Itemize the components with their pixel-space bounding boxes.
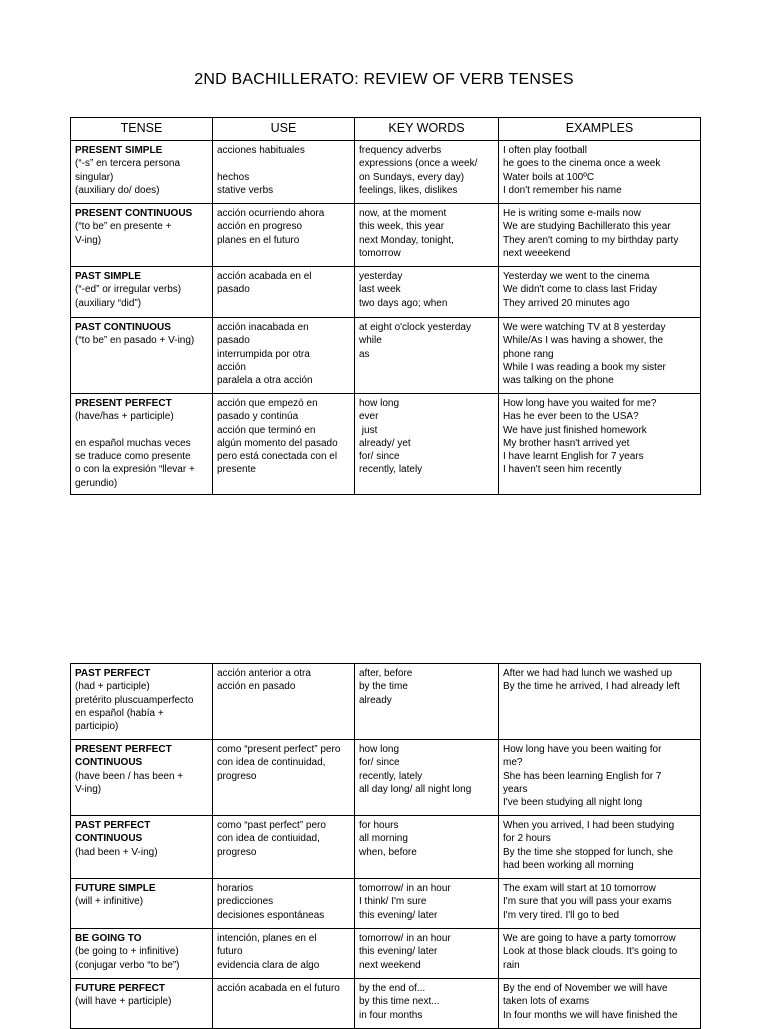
examples-cell-line: Yesterday we went to the cinema <box>503 271 650 282</box>
key-words-cell-line: ever <box>359 411 379 423</box>
use-cell-line: horarios <box>217 883 254 894</box>
use-cell <box>213 267 355 318</box>
use-cell-line: planes en el futuro <box>217 234 300 246</box>
key-words-cell-line: by the end of... <box>359 983 426 994</box>
key-words-cell-line: all morning <box>359 833 408 845</box>
examples-cell-line: me? <box>503 757 523 769</box>
examples-cell <box>499 204 701 267</box>
tense-cell <box>71 318 213 394</box>
tense-cell <box>71 204 213 267</box>
use-cell-line: acción <box>217 361 246 373</box>
use-cell-line: con idea de continuidad, <box>217 757 326 769</box>
key-words-cell-line: already <box>359 694 392 706</box>
tense-cell-line: (auxiliary “did”) <box>75 297 142 309</box>
use-cell-line: acción anterior a otra <box>217 668 311 679</box>
tense-cell-line: (have/has + participle) <box>75 411 174 423</box>
key-words-cell-line: after, before <box>359 668 413 679</box>
examples-cell-line: We are studying Bachillerato this year <box>503 221 671 233</box>
key-words-cell-line: I think/ I'm sure <box>359 896 427 908</box>
use-cell-line: acción que terminó en <box>217 424 316 436</box>
key-words-cell-line: yesterday <box>359 271 403 282</box>
key-words-cell-line: tomorrow/ in an hour <box>359 933 451 944</box>
examples-cell-line: phone rang <box>503 348 554 360</box>
use-cell <box>213 318 355 394</box>
tense-name: CONTINUOUS <box>75 757 143 769</box>
examples-cell <box>499 979 701 1029</box>
use-cell-line: stative verbs <box>217 184 274 196</box>
use-cell-line: evidencia clara de algo <box>217 959 320 971</box>
tense-name: PAST PERFECT <box>75 668 151 679</box>
tense-cell-line: (will + infinitive) <box>75 896 144 908</box>
examples-cell-line: I often play football <box>503 145 587 156</box>
use-cell <box>213 141 355 204</box>
tense-name: PRESENT CONTINUOUS <box>75 208 193 219</box>
tense-name: PRESENT PERFECT <box>75 398 172 409</box>
tense-cell-line: (“-ed” or irregular verbs) <box>75 284 182 296</box>
key-words-cell <box>355 929 499 979</box>
examples-cell-line: He is writing some e-mails now <box>503 208 641 219</box>
examples-cell-line: I have learnt English for 7 years <box>503 451 644 463</box>
tense-cell-line: se traduce como presente <box>75 451 191 463</box>
key-words-cell-line: at eight o'clock yesterday <box>359 322 471 333</box>
tense-cell-line: (will have + participle) <box>75 996 172 1008</box>
tense-cell-line: singular) <box>75 171 114 183</box>
examples-cell-line: By the end of November we will have <box>503 983 668 994</box>
examples-cell-line: We have just finished homework <box>503 424 647 436</box>
use-cell-line: acción ocurriendo ahora <box>217 208 325 219</box>
examples-cell <box>499 394 701 495</box>
use-cell-line: hechos <box>217 171 250 183</box>
key-words-cell <box>355 318 499 394</box>
key-words-cell <box>355 979 499 1029</box>
tense-cell-line: V-ing) <box>75 234 102 246</box>
tense-cell <box>71 929 213 979</box>
key-words-cell <box>355 141 499 204</box>
key-words-cell-line: as <box>359 348 370 360</box>
table-row <box>71 816 701 879</box>
use-cell <box>213 740 355 816</box>
use-cell-line: pasado <box>217 335 250 347</box>
key-words-cell-line: for/ since <box>359 451 400 463</box>
key-words-cell <box>355 267 499 318</box>
examples-cell-line: How long have you waited for me? <box>503 398 657 409</box>
examples-cell-line: Look at those black clouds. It's going to <box>503 946 678 958</box>
key-words-cell-line: all day long/ all night long <box>359 783 472 795</box>
key-words-cell-line: frequency adverbs <box>359 145 442 156</box>
use-cell <box>213 879 355 929</box>
table-row <box>71 204 701 267</box>
key-words-cell-line: when, before <box>359 846 417 858</box>
key-words-cell-line: in four months <box>359 1009 423 1021</box>
tense-cell-line: en español muchas veces <box>75 437 191 449</box>
table-row <box>71 267 701 318</box>
key-words-cell-line: on Sundays, every day) <box>359 171 465 183</box>
use-cell-line: como “present perfect” pero <box>217 744 341 755</box>
use-cell-line: con idea de contiuidad, <box>217 833 320 845</box>
table-row <box>71 318 701 394</box>
examples-cell-line: for 2 hours <box>503 833 551 845</box>
tense-cell <box>71 740 213 816</box>
key-words-cell-line: just <box>359 424 378 436</box>
use-cell-line: acción en progreso <box>217 221 303 233</box>
examples-cell-line: he goes to the cinema once a week <box>503 158 661 170</box>
examples-cell-line: She has been learning English for 7 <box>503 770 662 782</box>
use-cell-line: presente <box>217 464 256 476</box>
use-cell-line: interrumpida por otra <box>217 348 310 360</box>
use-cell-line: acción que empezó en <box>217 398 318 409</box>
tense-cell-line: (auxiliary do/ does) <box>75 184 160 196</box>
header-key-words: KEY WORDS <box>355 118 499 141</box>
examples-cell-line: Water boils at 100ºC <box>503 171 595 183</box>
tense-name: PAST PERFECT <box>75 820 151 831</box>
use-cell <box>213 204 355 267</box>
header-examples: EXAMPLES <box>499 118 701 141</box>
key-words-cell <box>355 204 499 267</box>
examples-cell-line: When you arrived, I had been studying <box>503 820 675 831</box>
examples-cell <box>499 816 701 879</box>
table-row <box>71 664 701 740</box>
use-cell <box>213 979 355 1029</box>
tense-name: FUTURE SIMPLE <box>75 883 156 894</box>
key-words-cell <box>355 740 499 816</box>
tense-cell-line: (have been / has been + <box>75 770 184 782</box>
header-row <box>71 118 701 141</box>
examples-cell <box>499 740 701 816</box>
use-cell <box>213 929 355 979</box>
table-row <box>71 740 701 816</box>
key-words-cell-line: for/ since <box>359 757 400 769</box>
tense-name: PAST SIMPLE <box>75 271 141 282</box>
use-cell-line: como “past perfect” pero <box>217 820 326 831</box>
tense-cell <box>71 141 213 204</box>
use-cell-line: paralela a otra acción <box>217 375 313 387</box>
key-words-cell-line: by the time <box>359 681 408 693</box>
key-words-cell-line: next weekend <box>359 959 421 971</box>
tense-cell <box>71 267 213 318</box>
examples-cell-line: After we had had lunch we washed up <box>503 668 672 679</box>
table-row <box>71 394 701 495</box>
use-cell-line <box>217 157 351 170</box>
tense-name: BE GOING TO <box>75 933 142 944</box>
use-cell-line: progreso <box>217 770 257 782</box>
tense-cell <box>71 879 213 929</box>
table-row <box>71 879 701 929</box>
key-words-cell-line: two days ago; when <box>359 297 448 309</box>
tense-name: PRESENT SIMPLE <box>75 145 163 156</box>
tense-cell-line: (“to be” en presente + <box>75 221 172 233</box>
tense-cell <box>71 664 213 740</box>
examples-cell-line: We are going to have a party tomorrow <box>503 933 676 944</box>
use-cell-line: decisiones espontáneas <box>217 909 325 921</box>
use-cell-line: predicciones <box>217 896 274 908</box>
examples-cell-line: My brother hasn't arrived yet <box>503 437 630 449</box>
examples-cell-line: was talking on the phone <box>503 375 614 387</box>
key-words-cell-line: how long <box>359 744 400 755</box>
tense-cell-line: V-ing) <box>75 783 102 795</box>
use-cell-line: algún momento del pasado <box>217 437 338 449</box>
examples-cell-line: Has he ever been to the USA? <box>503 411 639 423</box>
use-cell-line: progreso <box>217 846 257 858</box>
examples-cell <box>499 879 701 929</box>
use-cell-line: acciones habituales <box>217 145 305 156</box>
key-words-cell-line: this week, this year <box>359 221 445 233</box>
tense-cell-line: (conjugar verbo “to be”) <box>75 959 180 971</box>
tense-name: CONTINUOUS <box>75 833 143 845</box>
examples-cell-line: They arrived 20 minutes ago <box>503 297 630 309</box>
use-cell-line: pasado y continúa <box>217 411 299 423</box>
examples-cell-line: They aren't coming to my birthday party <box>503 234 679 246</box>
use-cell <box>213 394 355 495</box>
tense-cell <box>71 816 213 879</box>
examples-cell-line: taken lots of exams <box>503 996 590 1008</box>
tense-cell <box>71 979 213 1029</box>
key-words-cell <box>355 816 499 879</box>
examples-cell-line: I haven't seen him recently <box>503 464 622 476</box>
key-words-cell-line: while <box>359 335 382 347</box>
tense-cell-line: (had been + V-ing) <box>75 846 158 858</box>
key-words-cell <box>355 394 499 495</box>
key-words-cell <box>355 664 499 740</box>
header-tense: TENSE <box>71 118 213 141</box>
examples-cell-line: I've been studying all night long <box>503 797 643 809</box>
key-words-cell-line: now, at the moment <box>359 208 447 219</box>
key-words-cell-line: this evening/ later <box>359 909 438 921</box>
key-words-cell-line: expressions (once a week/ <box>359 158 478 170</box>
tense-cell-line: (had + participle) <box>75 681 150 693</box>
examples-cell <box>499 141 701 204</box>
key-words-cell-line: for hours <box>359 820 399 831</box>
examples-cell-line: By the time he arrived, I had already left <box>503 681 680 693</box>
use-cell-line: acción acabada en el futuro <box>217 983 340 994</box>
tense-cell-line: o con la expresión “llevar + <box>75 464 195 476</box>
table-row <box>71 141 701 204</box>
tense-cell-line <box>75 424 209 437</box>
examples-cell-line: I'm very tired. I'll go to bed <box>503 909 620 921</box>
tense-cell <box>71 394 213 495</box>
use-cell-line: pasado <box>217 284 250 296</box>
tense-cell-line: (“to be” en pasado + V-ing) <box>75 335 195 347</box>
key-words-cell-line: already/ yet <box>359 437 411 449</box>
tense-cell-line: pretérito pluscuamperfecto <box>75 694 194 706</box>
examples-cell-line: had been working all morning <box>503 859 634 871</box>
examples-cell-line: I'm sure that you will pass your exams <box>503 896 672 908</box>
key-words-cell-line: this evening/ later <box>359 946 438 958</box>
examples-cell-line: How long have you been waiting for <box>503 744 662 755</box>
table-row <box>71 979 701 1029</box>
examples-cell-line: In four months we will have finished the <box>503 1009 678 1021</box>
header-use: USE <box>213 118 355 141</box>
examples-cell-line: The exam will start at 10 tomorrow <box>503 883 656 894</box>
examples-cell <box>499 267 701 318</box>
key-words-cell-line: feelings, likes, dislikes <box>359 184 458 196</box>
tense-cell-line: participio) <box>75 721 119 733</box>
examples-cell-line: We didn't come to class last Friday <box>503 284 658 296</box>
use-cell <box>213 816 355 879</box>
examples-cell <box>499 929 701 979</box>
tense-cell-line: gerundio) <box>75 477 118 489</box>
examples-cell <box>499 664 701 740</box>
examples-cell-line: next weeekend <box>503 247 571 259</box>
tense-cell-line: (“-s” en tercera persona <box>75 158 181 170</box>
examples-cell-line: While/As I was having a shower, the <box>503 335 664 347</box>
examples-cell-line: While I was reading a book my sister <box>503 361 666 373</box>
examples-cell-line: years <box>503 783 528 795</box>
key-words-cell-line: last week <box>359 284 401 296</box>
tenses-table-2 <box>70 663 701 1029</box>
use-cell-line: intención, planes en el <box>217 933 317 944</box>
tenses-table-1 <box>70 117 701 495</box>
use-cell-line: acción en pasado <box>217 681 296 693</box>
examples-cell-line: I don't remember his name <box>503 184 622 196</box>
key-words-cell-line: tomorrow/ in an hour <box>359 883 451 894</box>
use-cell-line: pero está conectada con el <box>217 451 338 463</box>
tense-cell-line: en español (había + <box>75 707 164 719</box>
examples-cell <box>499 318 701 394</box>
key-words-cell-line: recently, lately <box>359 770 423 782</box>
key-words-cell <box>355 879 499 929</box>
key-words-cell-line: recently, lately <box>359 464 423 476</box>
key-words-cell-line: next Monday, tonight, <box>359 234 454 246</box>
table-row <box>71 929 701 979</box>
examples-cell-line: rain <box>503 959 520 971</box>
use-cell-line: acción inacabada en <box>217 322 309 333</box>
use-cell-line: futuro <box>217 946 243 958</box>
tense-name: PRESENT PERFECT <box>75 744 172 755</box>
tense-cell-line: (be going to + infinitive) <box>75 946 179 958</box>
examples-cell-line: By the time she stopped for lunch, she <box>503 846 674 858</box>
key-words-cell-line: how long <box>359 398 400 409</box>
key-words-cell-line: by this time next... <box>359 996 440 1008</box>
key-words-cell-line: tomorrow <box>359 247 401 259</box>
tense-name: FUTURE PERFECT <box>75 983 165 994</box>
use-cell-line: acción acabada en el <box>217 271 312 282</box>
examples-cell-line: We were watching TV at 8 yesterday <box>503 322 666 333</box>
tense-name: PAST CONTINUOUS <box>75 322 171 333</box>
page-title: 2ND BACHILLERATO: REVIEW OF VERB TENSES <box>194 71 574 88</box>
use-cell <box>213 664 355 740</box>
